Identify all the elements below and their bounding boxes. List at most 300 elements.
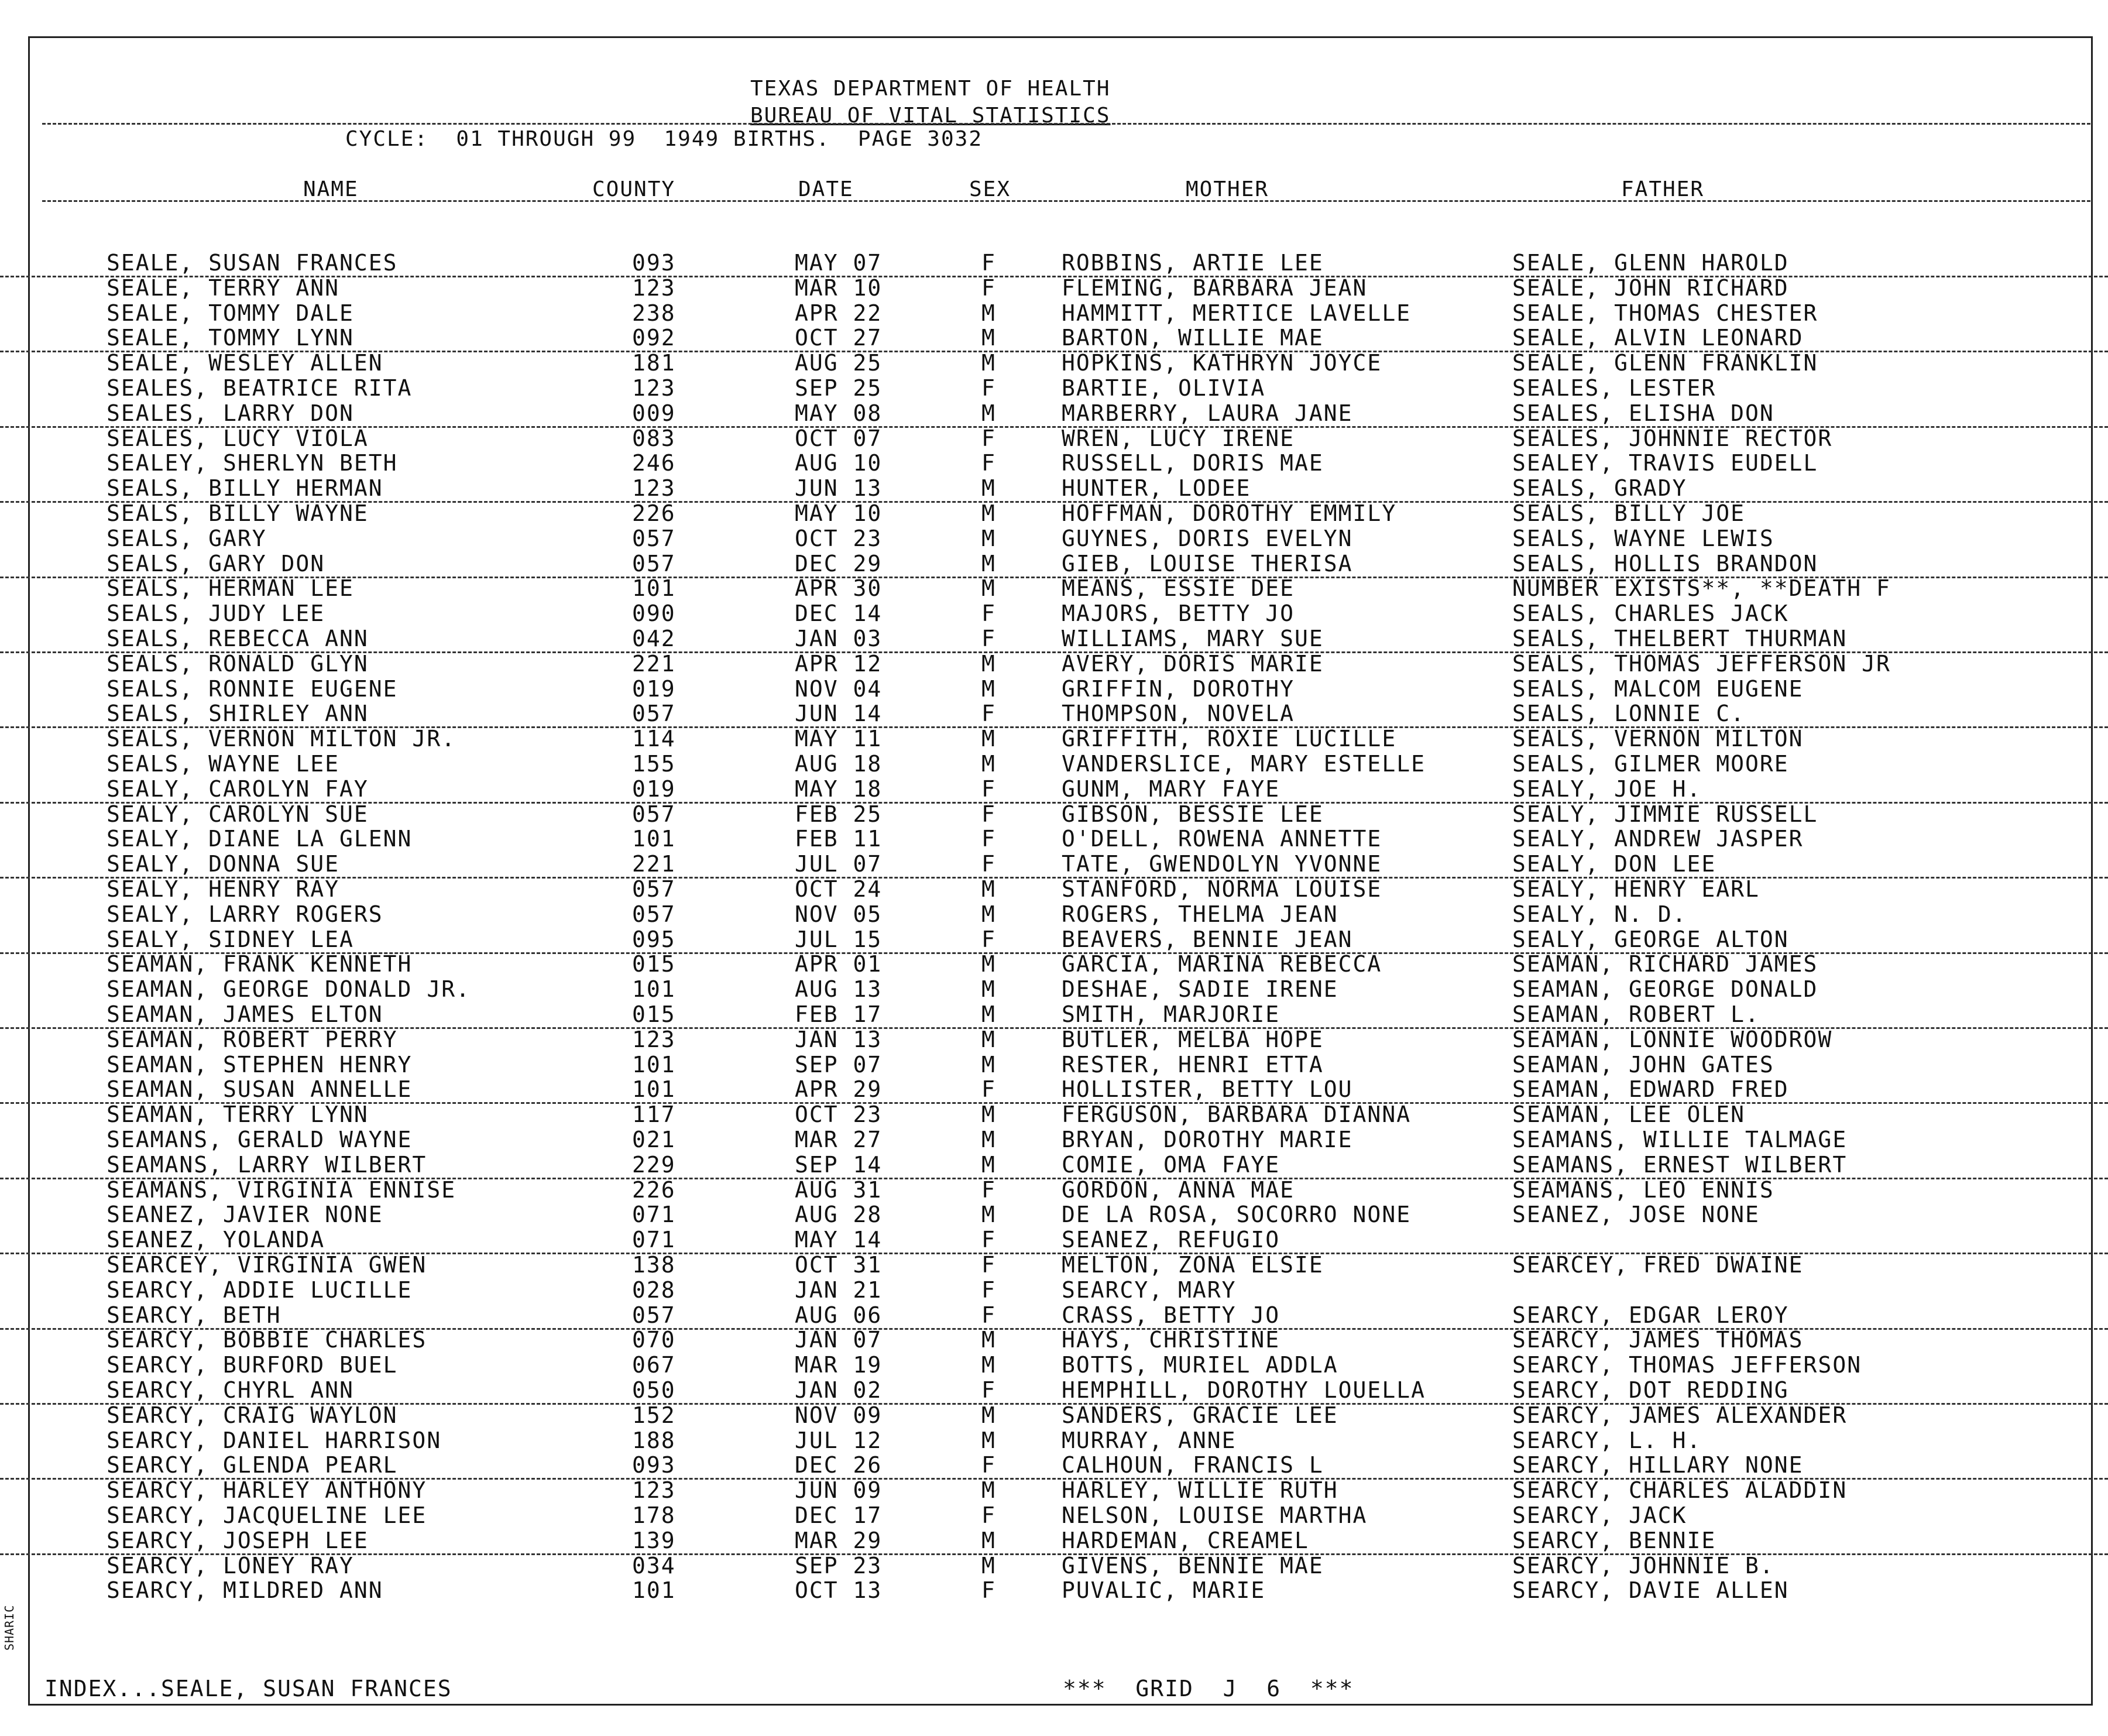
table-row xyxy=(0,1528,2108,1555)
cell-father: SEARCY, JOHNNIE B. xyxy=(1512,1552,1774,1579)
cell-father: SEAMAN, LONNIE WOODROW xyxy=(1512,1026,1833,1052)
cell-name: SEALY, DONNA SUE xyxy=(107,851,340,877)
cell-name: SEAMAN, ROBERT PERRY xyxy=(107,1026,398,1052)
cell-county: 101 xyxy=(632,575,676,602)
cell-mother: GIVENS, BENNIE MAE xyxy=(1062,1552,1324,1579)
cell-sex: M xyxy=(981,675,996,702)
table-row xyxy=(0,1428,2108,1453)
cell-name: SEALS, GARY DON xyxy=(107,550,325,577)
cell-county: 188 xyxy=(632,1427,676,1453)
cell-county: 138 xyxy=(632,1252,676,1278)
cell-name: SEAMAN, JAMES ELTON xyxy=(107,1001,383,1027)
cell-name: SEALE, WESLEY ALLEN xyxy=(107,350,383,376)
cell-sex: F xyxy=(981,1577,996,1604)
cell-sex: M xyxy=(981,1402,996,1428)
cell-mother: THOMPSON, NOVELA xyxy=(1062,701,1295,727)
cell-name: SEALS, HERMAN LEE xyxy=(107,575,354,602)
cell-sex: F xyxy=(981,1302,996,1328)
cell-father: SEALS, LONNIE C. xyxy=(1512,701,1746,727)
cell-father: SEARCY, L. H. xyxy=(1512,1427,1702,1453)
cell-date: FEB 11 xyxy=(795,826,883,852)
cell-date: FEB 25 xyxy=(795,801,883,827)
cell-county: 155 xyxy=(632,751,676,777)
cell-name: SEALS, SHIRLEY ANN xyxy=(107,701,369,727)
cell-name: SEALS, WAYNE LEE xyxy=(107,751,340,777)
column-header-name: NAME xyxy=(303,177,359,201)
cell-date: AUG 25 xyxy=(795,350,883,376)
cell-mother: MARBERRY, LAURA JANE xyxy=(1062,400,1353,426)
cell-sex: M xyxy=(981,901,996,927)
table-row xyxy=(0,1077,2108,1104)
cell-father: SEALY, DON LEE xyxy=(1512,851,1716,877)
cell-sex: F xyxy=(981,701,996,727)
cell-sex: M xyxy=(981,575,996,602)
header-divider-top xyxy=(42,123,2090,125)
table-row xyxy=(0,1303,2108,1330)
cell-father: SEALS, GILMER MOORE xyxy=(1512,751,1789,777)
cell-mother: MAJORS, BETTY JO xyxy=(1062,601,1295,627)
cell-father: SEALES, LESTER xyxy=(1512,375,1716,401)
cycle-line: CYCLE: 01 THROUGH 99 1949 BIRTHS. PAGE 3032 xyxy=(345,127,983,151)
cell-mother: BEAVERS, BENNIE JEAN xyxy=(1062,926,1353,952)
cell-mother: HOLLISTER, BETTY LOU xyxy=(1062,1076,1353,1103)
table-row xyxy=(0,701,2108,728)
table-row xyxy=(0,852,2108,879)
cell-date: JUN 14 xyxy=(795,701,883,727)
cell-date: OCT 31 xyxy=(795,1252,883,1278)
cell-sex: M xyxy=(981,1001,996,1027)
table-row xyxy=(0,1478,2108,1503)
cell-father: SEALS, BILLY JOE xyxy=(1512,500,1746,526)
cell-sex: F xyxy=(981,851,996,877)
cell-county: 114 xyxy=(632,726,676,752)
cell-name: SEARCY, MILDRED ANN xyxy=(107,1577,383,1604)
cell-county: 067 xyxy=(632,1352,676,1378)
cell-date: MAY 14 xyxy=(795,1227,883,1253)
cell-name: SEALS, REBECCA ANN xyxy=(107,626,369,651)
cell-mother: MELTON, ZONA ELSIE xyxy=(1062,1252,1324,1278)
cell-name: SEARCY, ADDIE LUCILLE xyxy=(107,1277,413,1303)
cell-name: SEARCY, CRAIG WAYLON xyxy=(107,1402,398,1428)
cell-father: SEAMAN, ROBERT L. xyxy=(1512,1001,1760,1027)
cell-sex: M xyxy=(981,1527,996,1553)
cell-date: JUL 12 xyxy=(795,1427,883,1453)
cell-date: MAY 11 xyxy=(795,726,883,752)
cell-name: SEAMAN, TERRY LYNN xyxy=(107,1102,369,1128)
cell-date: JAN 07 xyxy=(795,1327,883,1353)
cell-date: JUL 15 xyxy=(795,926,883,952)
table-row xyxy=(0,376,2108,401)
cell-name: SEARCY, BURFORD BUEL xyxy=(107,1352,398,1378)
table-row xyxy=(0,1453,2108,1480)
cell-date: AUG 28 xyxy=(795,1202,883,1228)
cell-sex: F xyxy=(981,250,996,276)
side-stamp: SHARIC xyxy=(2,1604,16,1651)
cell-county: 015 xyxy=(632,951,676,977)
cell-date: AUG 18 xyxy=(795,751,883,777)
cell-date: OCT 23 xyxy=(795,1102,883,1128)
cell-father: SEARCY, THOMAS JEFFERSON xyxy=(1512,1352,1862,1378)
cell-sex: F xyxy=(981,375,996,401)
cell-sex: F xyxy=(981,776,996,802)
cell-county: 057 xyxy=(632,550,676,577)
table-row xyxy=(0,977,2108,1002)
cell-sex: M xyxy=(981,1151,996,1178)
table-row xyxy=(0,301,2108,326)
cell-mother: RUSSELL, DORIS MAE xyxy=(1062,450,1324,476)
cell-date: JUL 07 xyxy=(795,851,883,877)
table-row xyxy=(0,1152,2108,1179)
cell-county: 238 xyxy=(632,300,676,326)
cell-county: 101 xyxy=(632,826,676,852)
cell-mother: COMIE, OMA FAYE xyxy=(1062,1151,1280,1178)
cell-county: 057 xyxy=(632,1302,676,1328)
cell-mother: AVERY, DORIS MARIE xyxy=(1062,650,1324,677)
cell-name: SEAMAN, SUSAN ANNELLE xyxy=(107,1076,413,1103)
cell-name: SEALES, LUCY VIOLA xyxy=(107,425,369,451)
cell-father: SEALY, GEORGE ALTON xyxy=(1512,926,1789,952)
cell-father: SEARCY, CHARLES ALADDIN xyxy=(1512,1477,1848,1504)
cell-county: 221 xyxy=(632,851,676,877)
cell-date: DEC 14 xyxy=(795,601,883,627)
cell-county: 101 xyxy=(632,1051,676,1078)
cell-county: 221 xyxy=(632,650,676,677)
table-row xyxy=(0,451,2108,476)
cell-mother: SMITH, MARJORIE xyxy=(1062,1001,1280,1027)
cell-name: SEALS, VERNON MILTON JR. xyxy=(107,726,456,752)
cell-county: 015 xyxy=(632,1001,676,1027)
cell-county: 057 xyxy=(632,876,676,902)
cell-date: JAN 21 xyxy=(795,1277,883,1303)
cell-name: SEARCY, JOSEPH LEE xyxy=(107,1527,369,1553)
cell-father: SEALE, GLENN FRANKLIN xyxy=(1512,350,1818,376)
cell-date: DEC 26 xyxy=(795,1452,883,1478)
cell-father: SEALS, GRADY xyxy=(1512,475,1687,502)
cell-sex: M xyxy=(981,1202,996,1228)
cell-name: SEALS, BILLY WAYNE xyxy=(107,500,369,526)
cell-mother: HAMMITT, MERTICE LAVELLE xyxy=(1062,300,1412,326)
cell-date: FEB 17 xyxy=(795,1001,883,1027)
cell-name: SEALE, SUSAN FRANCES xyxy=(107,250,398,276)
table-row xyxy=(0,325,2108,352)
cell-name: SEARCY, DANIEL HARRISON xyxy=(107,1427,442,1453)
cell-county: 101 xyxy=(632,976,676,1003)
cell-sex: F xyxy=(981,1502,996,1528)
table-row xyxy=(0,1178,2108,1203)
cell-mother: GIBSON, BESSIE LEE xyxy=(1062,801,1324,827)
cell-name: SEALY, DIANE LA GLENN xyxy=(107,826,413,852)
cell-mother: HEMPHILL, DOROTHY LOUELLA xyxy=(1062,1377,1426,1403)
cell-mother: GRIFFIN, DOROTHY xyxy=(1062,675,1295,702)
bureau-title: BUREAU OF VITAL STATISTICS xyxy=(750,104,1111,128)
table-row xyxy=(0,1052,2108,1078)
table-row xyxy=(0,251,2108,277)
cell-father: SEAMANS, LEO ENNIS xyxy=(1512,1176,1774,1203)
cell-father: SEALS, WAYNE LEWIS xyxy=(1512,525,1774,551)
cell-father: SEALS, VERNON MILTON xyxy=(1512,726,1804,752)
table-row xyxy=(0,1403,2108,1428)
cell-sex: M xyxy=(981,1427,996,1453)
table-row xyxy=(0,1102,2108,1127)
cell-mother: HUNTER, LODEE xyxy=(1062,475,1251,502)
cell-father: NUMBER EXISTS**, **DEATH F xyxy=(1512,575,1891,602)
cell-mother: CALHOUN, FRANCIS L xyxy=(1062,1452,1324,1478)
cell-date: MAY 10 xyxy=(795,500,883,526)
cell-mother: CRASS, BETTY JO xyxy=(1062,1302,1280,1328)
cell-date: OCT 07 xyxy=(795,425,883,451)
cell-sex: M xyxy=(981,400,996,426)
cell-name: SEAMAN, STEPHEN HENRY xyxy=(107,1051,413,1078)
cell-father: SEARCY, EDGAR LEROY xyxy=(1512,1302,1789,1328)
cell-father: SEAMAN, GEORGE DONALD xyxy=(1512,976,1818,1003)
cell-name: SEALEY, SHERLYN BETH xyxy=(107,450,398,476)
table-row xyxy=(0,902,2108,927)
cell-sex: M xyxy=(981,1051,996,1078)
cell-sex: M xyxy=(981,300,996,326)
table-row xyxy=(0,1503,2108,1528)
cell-name: SEANEZ, YOLANDA xyxy=(107,1227,325,1253)
cell-father: SEALY, HENRY EARL xyxy=(1512,876,1760,902)
cell-mother: HAYS, CHRISTINE xyxy=(1062,1327,1280,1353)
cell-name: SEALE, TOMMY DALE xyxy=(107,300,354,326)
cell-county: 093 xyxy=(632,1452,676,1478)
cell-county: 071 xyxy=(632,1227,676,1253)
cell-county: 095 xyxy=(632,926,676,952)
cell-date: SEP 07 xyxy=(795,1051,883,1078)
cell-date: SEP 23 xyxy=(795,1552,883,1579)
cell-sex: M xyxy=(981,1552,996,1579)
cell-county: 028 xyxy=(632,1277,676,1303)
cell-father: SEANEZ, JOSE NONE xyxy=(1512,1202,1760,1228)
cell-mother: GUYNES, DORIS EVELYN xyxy=(1062,525,1353,551)
cell-county: 057 xyxy=(632,701,676,727)
cell-father: SEARCY, JAMES ALEXANDER xyxy=(1512,1402,1848,1428)
cell-sex: F xyxy=(981,1252,996,1278)
cell-name: SEARCY, GLENDA PEARL xyxy=(107,1452,398,1478)
cell-county: 229 xyxy=(632,1151,676,1178)
cell-mother: DESHAE, SADIE IRENE xyxy=(1062,976,1338,1003)
cell-sex: F xyxy=(981,1452,996,1478)
cell-name: SEAMANS, VIRGINIA ENNISE xyxy=(107,1176,456,1203)
column-header-divider xyxy=(42,200,2090,202)
cell-sex: M xyxy=(981,1026,996,1052)
cell-name: SEAMAN, GEORGE DONALD JR. xyxy=(107,976,471,1003)
cell-county: 139 xyxy=(632,1527,676,1553)
cell-county: 093 xyxy=(632,250,676,276)
cell-father: SEALS, CHARLES JACK xyxy=(1512,601,1789,627)
cell-sex: F xyxy=(981,1227,996,1253)
cell-date: MAR 19 xyxy=(795,1352,883,1378)
cell-county: 083 xyxy=(632,425,676,451)
cell-mother: STANFORD, NORMA LOUISE xyxy=(1062,876,1382,902)
cell-father: SEARCY, JACK xyxy=(1512,1502,1687,1528)
cell-county: 019 xyxy=(632,675,676,702)
cell-name: SEARCY, LONEY RAY xyxy=(107,1552,354,1579)
cell-name: SEALY, SIDNEY LEA xyxy=(107,926,354,952)
cell-date: MAY 08 xyxy=(795,400,883,426)
cell-date: OCT 23 xyxy=(795,525,883,551)
cell-county: 246 xyxy=(632,450,676,476)
table-row xyxy=(0,276,2108,301)
cell-mother: SEARCY, MARY xyxy=(1062,1277,1237,1303)
cell-mother: FLEMING, BARBARA JEAN xyxy=(1062,275,1368,301)
cell-father: SEARCEY, FRED DWAINE xyxy=(1512,1252,1804,1278)
table-row xyxy=(0,526,2108,551)
table-row xyxy=(0,626,2108,653)
cell-date: NOV 09 xyxy=(795,1402,883,1428)
cell-sex: F xyxy=(981,626,996,651)
cell-county: 019 xyxy=(632,776,676,802)
table-row xyxy=(0,601,2108,626)
table-row xyxy=(0,426,2108,451)
cell-father: SEAMANS, WILLIE TALMAGE xyxy=(1512,1127,1848,1152)
cell-date: DEC 17 xyxy=(795,1502,883,1528)
grid-footer: *** GRID J 6 *** xyxy=(1063,1676,1354,1701)
cell-name: SEARCY, HARLEY ANTHONY xyxy=(107,1477,427,1504)
cell-county: 101 xyxy=(632,1076,676,1103)
cell-mother: TATE, GWENDOLYN YVONNE xyxy=(1062,851,1382,877)
cell-name: SEALY, CAROLYN SUE xyxy=(107,801,369,827)
cell-date: APR 22 xyxy=(795,300,883,326)
cell-date: APR 30 xyxy=(795,575,883,602)
cell-sex: M xyxy=(981,350,996,376)
cell-mother: GORDON, ANNA MAE xyxy=(1062,1176,1295,1203)
cell-father: SEARCY, BENNIE xyxy=(1512,1527,1716,1553)
cell-sex: M xyxy=(981,550,996,577)
cell-county: 123 xyxy=(632,375,676,401)
cell-county: 123 xyxy=(632,1026,676,1052)
cell-county: 181 xyxy=(632,350,676,376)
cell-father: SEARCY, DAVIE ALLEN xyxy=(1512,1577,1789,1604)
column-header-sex: SEX xyxy=(969,177,1011,201)
cell-date: JUN 09 xyxy=(795,1477,883,1504)
cell-date: APR 29 xyxy=(795,1076,883,1103)
cell-father: SEALEY, TRAVIS EUDELL xyxy=(1512,450,1818,476)
cell-name: SEALY, LARRY ROGERS xyxy=(107,901,383,927)
cell-sex: F xyxy=(981,826,996,852)
cell-sex: M xyxy=(981,475,996,502)
cell-sex: F xyxy=(981,275,996,301)
cell-father: SEALE, ALVIN LEONARD xyxy=(1512,325,1804,351)
cell-mother: WREN, LUCY IRENE xyxy=(1062,425,1295,451)
cell-date: AUG 31 xyxy=(795,1176,883,1203)
table-row xyxy=(0,1227,2108,1254)
cell-mother: BRYAN, DOROTHY MARIE xyxy=(1062,1127,1353,1152)
cell-father: SEALS, MALCOM EUGENE xyxy=(1512,675,1804,702)
column-header-date: DATE xyxy=(798,177,854,201)
cell-sex: F xyxy=(981,601,996,627)
cell-date: JAN 13 xyxy=(795,1026,883,1052)
table-row xyxy=(0,1127,2108,1152)
table-row xyxy=(0,501,2108,526)
table-row xyxy=(0,1278,2108,1303)
cell-name: SEAMAN, FRANK KENNETH xyxy=(107,951,413,977)
table-row xyxy=(0,877,2108,902)
cell-county: 152 xyxy=(632,1402,676,1428)
table-row xyxy=(0,1553,2108,1579)
cell-county: 034 xyxy=(632,1552,676,1579)
cell-county: 009 xyxy=(632,400,676,426)
cell-county: 042 xyxy=(632,626,676,651)
cell-father: SEALY, N. D. xyxy=(1512,901,1687,927)
cell-date: AUG 13 xyxy=(795,976,883,1003)
cell-father: SEARCY, DOT REDDING xyxy=(1512,1377,1789,1403)
cell-mother: SEANEZ, REFUGIO xyxy=(1062,1227,1280,1253)
cell-mother: RESTER, HENRI ETTA xyxy=(1062,1051,1324,1078)
cell-county: 071 xyxy=(632,1202,676,1228)
cell-name: SEANEZ, JAVIER NONE xyxy=(107,1202,383,1228)
agency-title: TEXAS DEPARTMENT OF HEALTH xyxy=(750,77,1111,101)
cell-date: OCT 24 xyxy=(795,876,883,902)
cell-name: SEALES, BEATRICE RITA xyxy=(107,375,413,401)
table-row xyxy=(0,777,2108,804)
column-header-mother: MOTHER xyxy=(1186,177,1269,201)
cell-father: SEALE, GLENN HAROLD xyxy=(1512,250,1789,276)
cell-mother: SANDERS, GRACIE LEE xyxy=(1062,1402,1338,1428)
cell-county: 057 xyxy=(632,901,676,927)
cell-father: SEAMANS, ERNEST WILBERT xyxy=(1512,1151,1848,1178)
cell-mother: BOTTS, MURIEL ADDLA xyxy=(1062,1352,1338,1378)
cell-mother: PUVALIC, MARIE xyxy=(1062,1577,1266,1604)
cell-county: 123 xyxy=(632,275,676,301)
table-row xyxy=(0,1378,2108,1405)
table-row xyxy=(0,952,2108,977)
cell-father: SEARCY, HILLARY NONE xyxy=(1512,1452,1804,1478)
column-header-father: FATHER xyxy=(1621,177,1705,201)
cell-sex: M xyxy=(981,751,996,777)
cell-father: SEAMAN, RICHARD JAMES xyxy=(1512,951,1818,977)
cell-sex: M xyxy=(981,525,996,551)
cell-sex: M xyxy=(981,1102,996,1128)
cell-name: SEAMANS, LARRY WILBERT xyxy=(107,1151,427,1178)
cell-mother: MURRAY, ANNE xyxy=(1062,1427,1237,1453)
cell-sex: M xyxy=(981,1127,996,1152)
cell-mother: ROBBINS, ARTIE LEE xyxy=(1062,250,1324,276)
cell-father: SEALES, ELISHA DON xyxy=(1512,400,1774,426)
table-row xyxy=(0,651,2108,677)
table-row xyxy=(0,1253,2108,1278)
column-header-county: COUNTY xyxy=(592,177,676,201)
cell-father: SEALY, JIMMIE RUSSELL xyxy=(1512,801,1818,827)
cell-name: SEALS, RONALD GLYN xyxy=(107,650,369,677)
cell-date: JAN 03 xyxy=(795,626,883,651)
cell-date: JUN 13 xyxy=(795,475,883,502)
cell-mother: FERGUSON, BARBARA DIANNA xyxy=(1062,1102,1412,1128)
cell-sex: F xyxy=(981,450,996,476)
cell-name: SEALS, JUDY LEE xyxy=(107,601,325,627)
cell-name: SEARCEY, VIRGINIA GWEN xyxy=(107,1252,427,1278)
cell-mother: GRIFFITH, ROXIE LUCILLE xyxy=(1062,726,1397,752)
cell-father: SEAMAN, EDWARD FRED xyxy=(1512,1076,1789,1103)
cell-sex: F xyxy=(981,1277,996,1303)
table-row xyxy=(0,401,2108,428)
cell-sex: F xyxy=(981,1377,996,1403)
cell-county: 057 xyxy=(632,801,676,827)
cell-county: 090 xyxy=(632,601,676,627)
cell-father: SEALS, HOLLIS BRANDON xyxy=(1512,550,1818,577)
cell-county: 021 xyxy=(632,1127,676,1152)
cell-sex: F xyxy=(981,425,996,451)
table-row xyxy=(0,1353,2108,1378)
cell-date: DEC 29 xyxy=(795,550,883,577)
cell-mother: VANDERSLICE, MARY ESTELLE xyxy=(1062,751,1426,777)
cell-date: AUG 06 xyxy=(795,1302,883,1328)
cell-county: 117 xyxy=(632,1102,676,1128)
cell-date: SEP 14 xyxy=(795,1151,883,1178)
cell-father: SEALES, JOHNNIE RECTOR xyxy=(1512,425,1833,451)
cell-name: SEALE, TERRY ANN xyxy=(107,275,340,301)
cell-name: SEALS, BILLY HERMAN xyxy=(107,475,383,502)
